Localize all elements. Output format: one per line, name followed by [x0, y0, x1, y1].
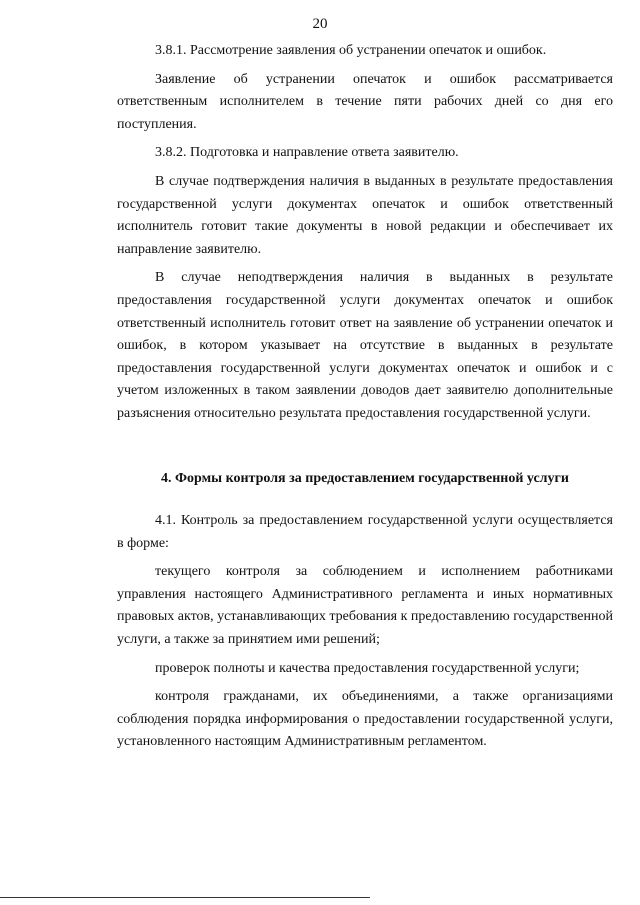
paragraph-unconfirmed-errors: В случае неподтверждения наличия в выданных в результате предоставления государственной услуги документах опечаток и ошибок ответственный исполнитель готовит ответ на заявление об устранении опечаток и ошибок, в котором указывает на отсутствие в выданных в результате предоставления государственной услуги документах опечаток и ошибок и с учетом изложенных в таком заявлении доводов дает заявителю дополнительные разъяснения относительно результата предоставления государственной услуги. — [117, 270, 613, 421]
paragraph-current-control: текущего контроля за соблюдением и исполнением работниками управления настоящего Административного регламента и иных нормативных правовых актов, устанавливающих требования к предоставлению государственной услуги, а также за принятием ими решений; — [117, 564, 613, 648]
paragraph-inspections: проверок полноты и качества предоставления государственной услуги; — [155, 660, 580, 676]
page-number: 20 — [312, 16, 328, 32]
paragraph-4-1: 4.1. Контроль за предоставлением государственной услуги осуществляется в форме: — [117, 513, 613, 551]
section-heading: 4. Формы контроля за предоставлением государственной услуги — [161, 470, 569, 486]
paragraph-confirmed-errors: В случае подтверждения наличия в выданных в результате предоставления государственной услуги документах опечаток и ошибок ответственный исполнитель готовит такие документы в новой редакции и обеспечивает их направление заявителю. — [117, 173, 613, 257]
paragraph-review-term: Заявление об устранении опечаток и ошибок рассматривается ответственным исполнителем в течение пяти рабочих дней со дня его поступления. — [117, 71, 613, 132]
footer-rule — [0, 897, 370, 898]
paragraph-3-8-2: 3.8.2. Подготовка и направление ответа заявителю. — [155, 145, 459, 161]
document-body — [117, 40, 613, 760]
paragraph-3-8-1: 3.8.1. Рассмотрение заявления об устранении опечаток и ошибок. — [155, 43, 547, 58]
paragraph-citizen-control: контроля гражданами, их объединениями, а также организациями соблюдения порядка информирования о предоставлении государственной услуги, установленного настоящим Административным регламентом. — [117, 689, 613, 750]
